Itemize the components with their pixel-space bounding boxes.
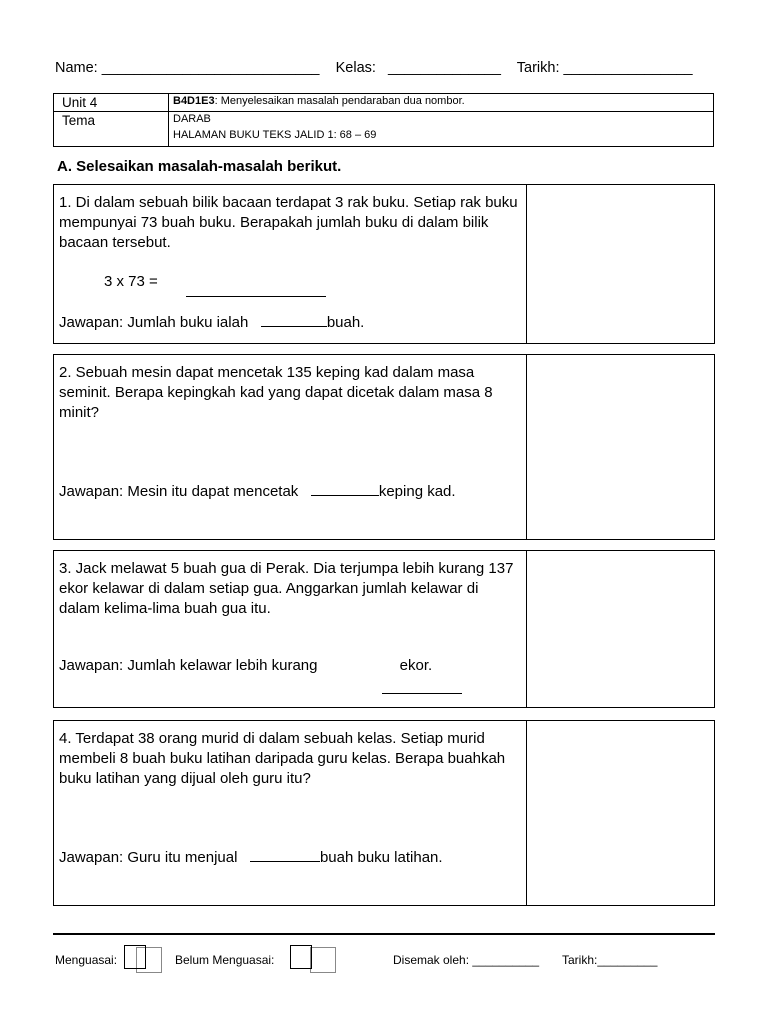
- name-field[interactable]: ___________________________: [101, 60, 320, 76]
- answer-suffix-1: buah.: [326, 314, 365, 331]
- class-field[interactable]: ______________: [388, 60, 501, 76]
- standard-code: B4D1E3: [173, 95, 215, 107]
- answer-line-4: [59, 847, 443, 866]
- name-label: Name:: [55, 60, 98, 76]
- date-field[interactable]: ________________: [563, 60, 693, 76]
- answer-line-2: [59, 481, 456, 500]
- answer-prefix-3: Jawapan: Jumlah kelawar lebih kurang: [59, 657, 318, 674]
- answer-suffix-3: ekor.: [399, 657, 433, 674]
- question-box-4: [53, 720, 715, 906]
- class-label: Kelas:: [335, 60, 376, 76]
- mastered-checkbox[interactable]: [124, 945, 146, 969]
- tema-label: Tema: [62, 113, 96, 128]
- not-mastered-label: Belum Menguasai:: [175, 953, 275, 967]
- question-box-1: [53, 184, 715, 344]
- header-fields: [55, 60, 715, 76]
- answer-suffix-2: keping kad.: [378, 483, 456, 500]
- question-box-3: [53, 550, 715, 708]
- answer-line-3: [59, 657, 432, 674]
- answer-prefix-1: Jawapan: Jumlah buku ialah: [59, 314, 249, 331]
- footer-divider: [53, 933, 715, 935]
- question-text-2: 2. Sebuah mesin dapat mencetak 135 keping kad dalam masa seminit. Berapa kepingkah kad yang dapat dicetak dalam masa 8 minit?: [59, 364, 493, 421]
- answer-suffix-4: buah buku latihan.: [319, 849, 443, 866]
- equation-text: 3 x 73 =: [104, 273, 158, 290]
- answer-blank-4[interactable]: [250, 847, 320, 862]
- answer-blank-3[interactable]: [382, 693, 462, 694]
- answer-blank-1[interactable]: [261, 312, 327, 327]
- answer-line-1: [59, 312, 364, 331]
- info-table: [53, 93, 714, 147]
- mastered-label: Menguasai:: [55, 953, 118, 967]
- learning-standard: [173, 96, 465, 107]
- question-text-1: 1. Di dalam sebuah bilik bacaan terdapat 3 rak buku. Setiap rak buku mempunyai 73 buah buku. Berapakah jumlah buku di dalam bilik bacaan tersebut.: [59, 194, 518, 251]
- not-mastered-checkbox[interactable]: [290, 945, 312, 969]
- textbook-pages: HALAMAN BUKU TEKS JALID 1: 68 – 69: [173, 129, 377, 141]
- section-title: A. Selesaikan masalah-masalah berikut.: [57, 158, 342, 175]
- equation-answer-line[interactable]: [186, 296, 326, 297]
- question-text-4: 4. Terdapat 38 orang murid di dalam sebuah kelas. Setiap murid membeli 8 buah buku latihan daripada guru kelas. Berapa buahkah buku latihan yang dijual oleh guru itu?: [59, 730, 506, 787]
- checked-by-field[interactable]: Disemak oleh: __________: [393, 953, 540, 967]
- date-label: Tarikh:: [516, 60, 560, 76]
- question-box-2: [53, 354, 715, 540]
- equation-1: [104, 273, 158, 290]
- answer-prefix-4: Jawapan: Guru itu menjual: [59, 849, 238, 866]
- footer-date-field[interactable]: Tarikh:_________: [562, 953, 658, 967]
- answer-blank-2[interactable]: [311, 481, 379, 496]
- unit-label: Unit 4: [62, 95, 98, 110]
- answer-prefix-2: Jawapan: Mesin itu dapat mencetak: [59, 483, 299, 500]
- tema-value: DARAB: [173, 113, 211, 125]
- question-text-3: 3. Jack melawat 5 buah gua di Perak. Dia terjumpa lebih kurang 137 ekor kelawar di dalam setiap gua. Anggarkan jumlah kelawar di dalam kelima-lima buah gua itu.: [59, 560, 514, 617]
- standard-desc: : Menyelesaikan masalah pendaraban dua nombor.: [214, 95, 465, 107]
